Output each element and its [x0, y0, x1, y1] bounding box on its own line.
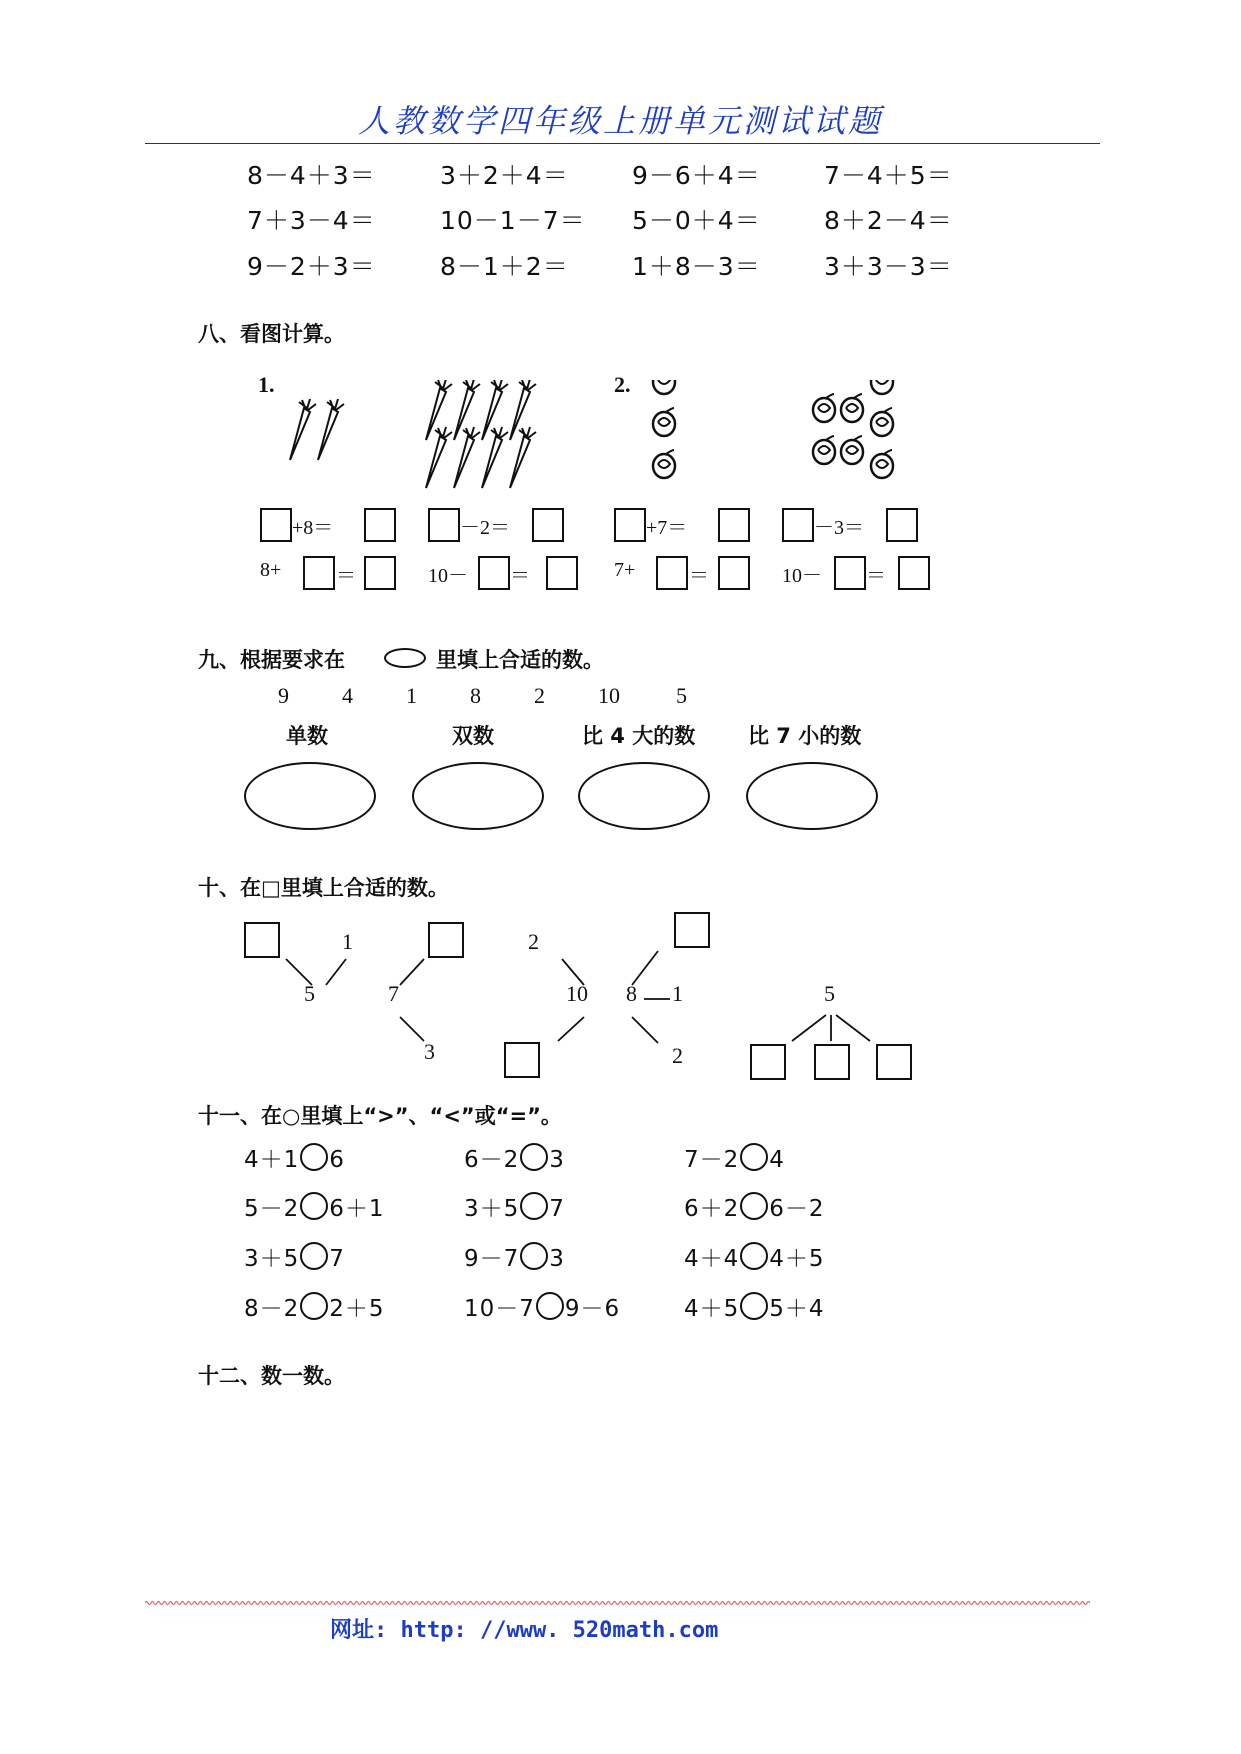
- fruit-icon: [813, 394, 835, 422]
- footer-url: 网址: http: //www. 520math.com: [330, 1618, 719, 1643]
- equation-text: +7＝: [646, 517, 688, 539]
- answer-oval[interactable]: [578, 762, 710, 830]
- fruit-icon: [813, 436, 835, 464]
- carrot-icon: [482, 427, 508, 488]
- equation-text: ＝: [510, 565, 530, 587]
- ellipse-icon: [384, 648, 426, 668]
- arith-expression: 3＋3－3＝: [824, 252, 953, 281]
- bond-number: 3: [424, 1039, 435, 1064]
- answer-box[interactable]: [718, 556, 750, 590]
- equation-text: 10－: [428, 565, 468, 587]
- equation-text: 10－: [782, 565, 822, 587]
- answer-box[interactable]: [428, 508, 460, 542]
- compare-circle[interactable]: [740, 1242, 768, 1270]
- fruit-icon: [841, 436, 863, 464]
- right-expr: 4＋5: [769, 1246, 825, 1272]
- answer-box[interactable]: [546, 556, 578, 590]
- arith-expression: 7＋3－4＝: [247, 206, 376, 235]
- comparison-item: [244, 1190, 385, 1223]
- fruit-icon: [653, 380, 675, 394]
- right-expr: 7: [329, 1246, 345, 1272]
- compare-circle[interactable]: [300, 1143, 328, 1171]
- answer-box[interactable]: [614, 508, 646, 542]
- compare-circle[interactable]: [520, 1242, 548, 1270]
- left-expr: 3＋5: [244, 1246, 300, 1272]
- right-expr: 7: [549, 1196, 565, 1222]
- compare-circle[interactable]: [740, 1143, 768, 1171]
- fruit-icon: [871, 380, 893, 394]
- answer-box[interactable]: [428, 922, 464, 958]
- answer-oval[interactable]: [244, 762, 376, 830]
- arith-expression: 10－1－7＝: [440, 206, 586, 235]
- equation-text: 8+: [260, 559, 282, 581]
- fruit-icon: [841, 394, 863, 422]
- answer-box[interactable]: [674, 912, 710, 948]
- left-expr: 6－2: [464, 1147, 520, 1173]
- comparison-item: [244, 1290, 385, 1323]
- equation-text: －3＝: [814, 517, 864, 539]
- arith-expression: 9－6＋4＝: [632, 161, 761, 190]
- answer-box[interactable]: [364, 508, 396, 542]
- answer-box[interactable]: [532, 508, 564, 542]
- bond-number: 2: [528, 929, 539, 954]
- arith-expression: 7－4＋5＝: [824, 161, 953, 190]
- carrot-icon: [454, 427, 480, 488]
- answer-box[interactable]: [876, 1044, 912, 1080]
- comparison-item: [684, 1240, 825, 1273]
- given-number: 10: [598, 683, 620, 708]
- left-expr: 4＋4: [684, 1246, 740, 1272]
- category-label: 比 7 小的数: [748, 724, 862, 748]
- answer-box[interactable]: [782, 508, 814, 542]
- answer-oval[interactable]: [746, 762, 878, 830]
- answer-box[interactable]: [750, 1044, 786, 1080]
- arith-expression: 8－1＋2＝: [440, 252, 569, 281]
- compare-circle[interactable]: [740, 1192, 768, 1220]
- answer-box[interactable]: [244, 922, 280, 958]
- right-expr: 3: [549, 1246, 565, 1272]
- bond-number: 10: [566, 981, 588, 1006]
- answer-box[interactable]: [834, 556, 866, 590]
- equation-text: ＝: [689, 565, 709, 587]
- left-expr: 9－7: [464, 1246, 520, 1272]
- bond-number: 5: [304, 981, 315, 1006]
- comparison-item: [244, 1141, 345, 1174]
- right-expr: 9－6: [564, 1296, 621, 1322]
- compare-circle[interactable]: [300, 1292, 328, 1320]
- bond-number: 2: [672, 1043, 683, 1068]
- given-number: 9: [278, 683, 289, 708]
- answer-box[interactable]: [260, 508, 292, 542]
- bond-number: 1: [342, 929, 353, 954]
- answer-box[interactable]: [718, 508, 750, 542]
- given-number: 8: [470, 683, 481, 708]
- comparison-item: [684, 1290, 825, 1323]
- comparison-item: [684, 1190, 825, 1223]
- compare-circle[interactable]: [536, 1292, 564, 1320]
- section-10-title: 十、在□里填上合适的数。: [198, 876, 449, 900]
- carrot-icon: [318, 399, 344, 460]
- section-12-title: 十二、数一数。: [198, 1364, 345, 1388]
- left-expr: 10－7: [464, 1296, 535, 1322]
- bond-number: 1: [672, 981, 683, 1006]
- compare-circle[interactable]: [300, 1242, 328, 1270]
- comparison-item: [684, 1141, 785, 1174]
- fruit-icon: [871, 450, 893, 478]
- right-expr: 3: [549, 1147, 565, 1173]
- carrot-icon: [510, 427, 536, 488]
- arith-expression: 3＋2＋4＝: [440, 161, 569, 190]
- equation-text: 7+: [614, 559, 636, 581]
- given-number: 2: [534, 683, 545, 708]
- left-expr: 3＋5: [464, 1196, 520, 1222]
- footer-wavy-rule: [145, 1600, 1090, 1606]
- answer-box[interactable]: [886, 508, 918, 542]
- bond-number: 7: [388, 981, 399, 1006]
- right-expr: 4: [769, 1147, 785, 1173]
- fruit-icon: [871, 408, 893, 436]
- given-number: 4: [342, 683, 353, 708]
- category-label: 双数: [452, 724, 494, 748]
- left-expr: 4＋5: [684, 1296, 740, 1322]
- arith-expression: 9－2＋3＝: [247, 252, 376, 281]
- fruit-icon: [653, 450, 675, 478]
- arith-expression: 8－4＋3＝: [247, 161, 376, 190]
- section-11-title: 十一、在○里填上“>”、“<”或“=”。: [198, 1104, 562, 1128]
- equation-text: ＝: [336, 565, 356, 587]
- answer-box[interactable]: [364, 556, 396, 590]
- right-expr: 5＋4: [769, 1296, 825, 1322]
- page-header-title: 人教数学四年级上册单元测试试题: [357, 102, 883, 140]
- fruit-icon: [653, 408, 675, 436]
- arith-expression: 5－0＋4＝: [632, 206, 761, 235]
- answer-box[interactable]: [504, 1042, 540, 1078]
- answer-box[interactable]: [303, 556, 335, 590]
- problem-label: 2.: [614, 372, 631, 397]
- arith-expression: 8＋2－4＝: [824, 206, 953, 235]
- left-expr: 7－2: [684, 1147, 740, 1173]
- equation-text: ＝: [866, 565, 886, 587]
- compare-circle[interactable]: [520, 1143, 548, 1171]
- comparison-item: [464, 1290, 620, 1323]
- left-expr: 6＋2: [684, 1196, 740, 1222]
- left-expr: 4＋1: [244, 1147, 300, 1173]
- answer-oval[interactable]: [412, 762, 544, 830]
- right-expr: 6－2: [769, 1196, 825, 1222]
- comparison-item: [244, 1240, 345, 1273]
- compare-circle[interactable]: [520, 1192, 548, 1220]
- answer-box[interactable]: [814, 1044, 850, 1080]
- compare-circle[interactable]: [740, 1292, 768, 1320]
- category-label: 单数: [286, 724, 328, 748]
- category-label: 比 4 大的数: [582, 724, 696, 748]
- header-rule: [145, 143, 1100, 144]
- given-number: 5: [676, 683, 687, 708]
- arith-expression: 1＋8－3＝: [632, 252, 761, 281]
- compare-circle[interactable]: [300, 1192, 328, 1220]
- equation-text: +8＝: [292, 517, 334, 539]
- left-expr: 8－2: [244, 1296, 300, 1322]
- answer-box[interactable]: [478, 556, 510, 590]
- bond-number: 5: [824, 981, 835, 1006]
- comparison-item: [464, 1190, 565, 1223]
- right-expr: 6: [329, 1147, 345, 1173]
- section-8-title: 八、看图计算。: [198, 322, 345, 346]
- problem-label: 1.: [258, 372, 275, 397]
- section-8-pictures: [280, 380, 940, 500]
- section-9-title-end: 里填上合适的数。: [436, 648, 604, 672]
- right-expr: 6＋1: [329, 1196, 385, 1222]
- comparison-item: [464, 1141, 565, 1174]
- left-expr: 5－2: [244, 1196, 300, 1222]
- carrot-icon: [290, 399, 316, 460]
- section-9-title-start: 九、根据要求在: [198, 648, 345, 672]
- given-number: 1: [406, 683, 417, 708]
- bond-number: 8: [626, 981, 637, 1006]
- answer-box[interactable]: [898, 556, 930, 590]
- answer-box[interactable]: [656, 556, 688, 590]
- carrot-icon: [426, 427, 452, 488]
- equation-text: －2＝: [460, 517, 510, 539]
- comparison-item: [464, 1240, 565, 1273]
- right-expr: 2＋5: [329, 1296, 385, 1322]
